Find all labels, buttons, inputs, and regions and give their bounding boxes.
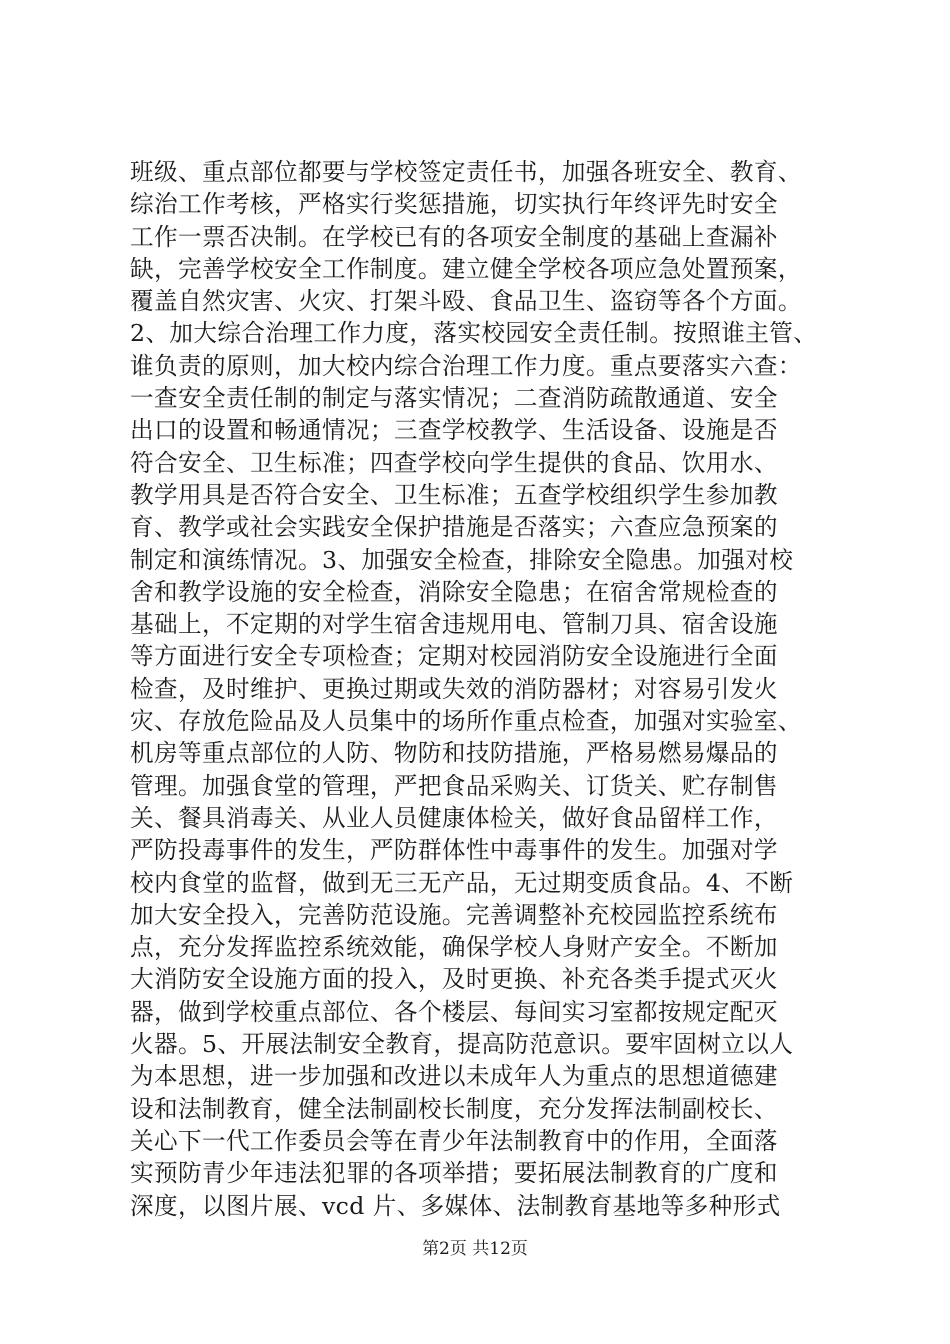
text-line: 工作一票否决制。在学校已有的各项安全制度的基础上查漏补 [130,222,778,251]
text-line: 火器。5、开展法制安全教育，提高防范意识。要牢固树立以人 [130,1030,794,1059]
text-line: 缺，完善学校安全工作制度。建立健全学校各项应急处置预案， [130,254,802,283]
text-line: 严防投毒事件的发生，严防群体性中毒事件的发生。加强对学 [130,836,778,865]
text-line: 加大安全投入，完善防范设施。完善调整补充校园监控系统布 [130,900,778,929]
text-line: 符合安全、卫生标准；四查学校向学生提供的食品、饮用水、 [130,448,778,477]
text-line: 检查，及时维护、更换过期或失效的消防器材；对容易引发火 [130,674,778,703]
page-number: 第2页 共12页 [422,1239,528,1259]
text-line: 管理。加强食堂的管理，严把食品采购关、订货关、贮存制售 [130,771,778,800]
text-line: 器，做到学校重点部位、各个楼层、每间实习室都按规定配灭 [130,997,778,1026]
text-line: 班级、重点部位都要与学校签定责任书，加强各班安全、教育、 [130,158,802,186]
text-line: 舍和教学设施的安全检查，消除安全隐患；在宿舍常规检查的 [130,577,778,606]
text-line: 2、加大综合治理工作力度，落实校园安全责任制。按照谁主管、 [130,319,818,348]
text-line: 综治工作考核，严格实行奖惩措施，切实执行年终评先时安全 [130,190,778,219]
text-line: 实预防青少年违法犯罪的各项举措；要拓展法制教育的广度和 [130,1159,778,1188]
text-line: 机房等重点部位的人防、物防和技防措施，严格易燃易爆品的 [130,739,778,768]
text-line: 深度，以图片展、vcd 片、多媒体、法制教育基地等多种形式 [130,1191,781,1220]
text-line: 谁负责的原则，加大校内综合治理工作力度。重点要落实六查： [130,351,802,380]
text-line: 等方面进行安全专项检查；定期对校园消防安全设施进行全面 [130,642,778,671]
text-line: 校内食堂的监督，做到无三无产品，无过期变质食品。4、不断 [130,868,794,897]
text-line: 覆盖自然灾害、火灾、打架斗殴、食品卫生、盗窃等各个方面。 [130,287,802,316]
text-line: 育、教学或社会实践安全保护措施是否落实；六查应急预案的 [130,513,778,542]
document-body [130,156,830,1222]
text-line: 出口的设置和畅通情况；三查学校教学、生活设备、设施是否 [130,416,778,445]
text-line: 设和法制教育，健全法制副校长制度，充分发挥法制副校长、 [130,1094,778,1123]
text-line: 基础上，不定期的对学生宿舍违规用电、管制刀具、宿舍设施 [130,610,778,639]
text-line: 点，充分发挥监控系统效能，确保学校人身财产安全。不断加 [130,933,778,962]
text-line: 大消防安全设施方面的投入，及时更换、补充各类手提式灭火 [130,965,778,994]
page-footer [0,1238,950,1260]
text-line: 为本思想，进一步加强和改进以未成年人为重点的思想道德建 [130,1062,778,1091]
text-line: 一查安全责任制的制定与落实情况；二查消防疏散通道、安全 [130,384,778,413]
text-line: 关、餐具消毒关、从业人员健康体检关，做好食品留样工作， [130,803,778,832]
text-line: 教学用具是否符合安全、卫生标准；五查学校组织学生参加教 [130,480,778,509]
text-line: 制定和演练情况。3、加强安全检查，排除安全隐患。加强对校 [130,545,794,574]
text-line: 灾、存放危险品及人员集中的场所作重点检查，加强对实验室、 [130,707,802,736]
text-line: 关心下一代工作委员会等在青少年法制教育中的作用，全面落 [130,1126,778,1155]
